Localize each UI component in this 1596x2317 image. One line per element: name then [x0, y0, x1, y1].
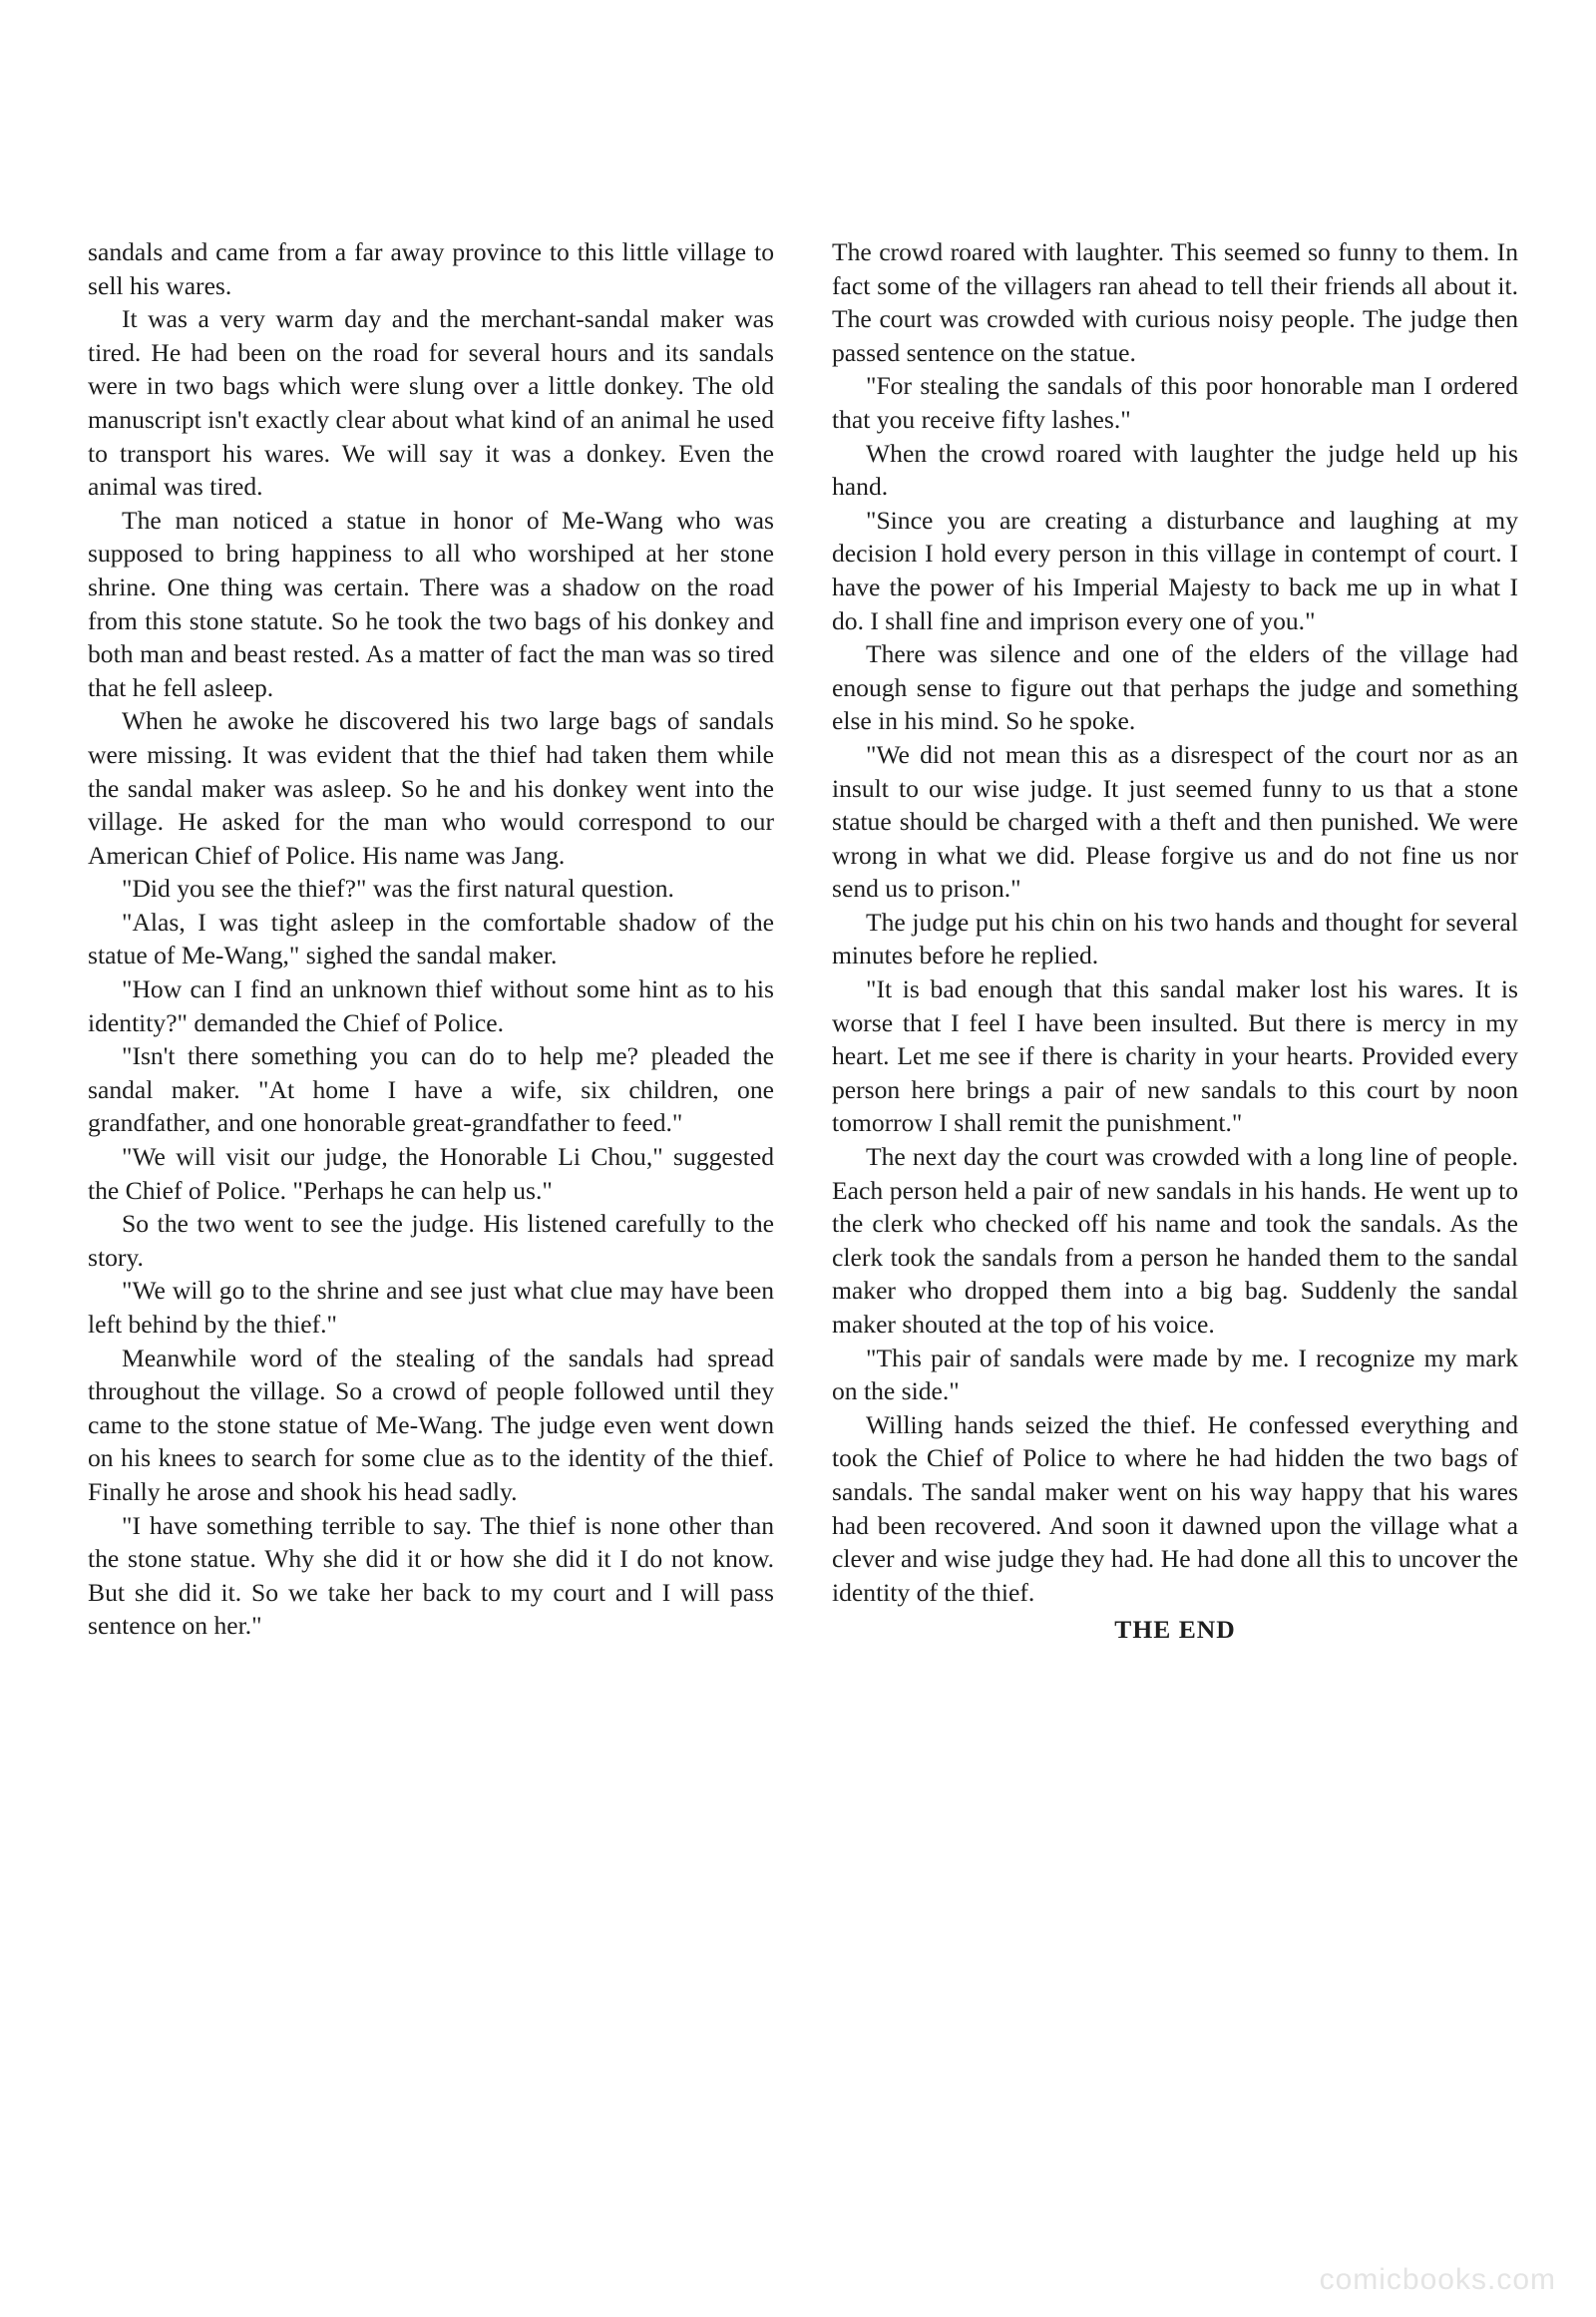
paragraph: The man noticed a statue in honor of Me-Wang who was supposed to bring happiness to all who worshiped at her stone shrine. One thing was certain. There was a shadow on the road from this stone statute. So he took the two bags of his donkey and both man and beast rested. As a matter of fact the man was so tired that he fell asleep. — [88, 505, 774, 702]
paragraph: "Did you see the thief?" was the first natural question. — [122, 874, 674, 904]
the-end-label: THE END — [1114, 1615, 1236, 1645]
paragraph: "It is bad enough that this sandal maker lost his wares. It is worse that I feel I have been insulted. But there is mercy in my heart. Let me see if there is charity in your hearts. Provided every person here brings a pair of new sandals to this court by noon tomorrow I shall remit the punishment." — [832, 974, 1518, 1138]
paragraph: "This pair of sandals were made by me. I recognize my mark on the side." — [832, 1343, 1518, 1406]
paragraph: There was silence and one of the elders of the village had enough sense to figure out that perhaps the judge and something else in his mind. So he spoke. — [832, 639, 1518, 736]
paragraph: sandals and came from a far away province to this little village to sell his wares. — [88, 237, 774, 300]
paragraph: When he awoke he discovered his two large bags of sandals were missing. It was evident that the thief had taken them while the sandal maker was asleep. So he and his donkey went into the village. He asked for the man who would correspond to our American Chief of Police. His name was Jang. — [88, 706, 774, 870]
paragraph: "I have something terrible to say. The thief is none other than the stone statue. Why she did it or how she did it I do not know. But she did it. So we take her back to my court and I will pass sentence on her." — [88, 1510, 774, 1641]
paragraph: The judge put his chin on his two hands and thought for several minutes before he replied. — [832, 907, 1518, 970]
paragraph: "Since you are creating a disturbance and laughing at my decision I hold every person in this village in contempt of court. I have the power of his Imperial Majesty to back me up in what I do. I shall fine and imprison every one of you." — [832, 505, 1518, 635]
right-column — [832, 235, 1518, 1647]
paragraph: "We will visit our judge, the Honorable Li Chou," suggested the Chief of Police. "Perhaps he can help us." — [88, 1142, 774, 1205]
paragraph: Willing hands seized the thief. He confessed everything and took the Chief of Police to where he had hidden the two bags of sandals. The sandal maker went on his way happy that his wares had been recovered. And soon it dawned upon the village what a clever and wise judge they had. He had done all this to uncover the identity of the thief. — [832, 1409, 1518, 1607]
paragraph: Meanwhile word of the stealing of the sandals had spread throughout the village. So a crowd of people followed until they came to the stone statue of Me-Wang. The judge even went down on his knees to search for some clue as to the identity of the thief. Finally he arose and shook his head sadly. — [88, 1343, 774, 1506]
paragraph: It was a very warm day and the merchant-sandal maker was tired. He had been on the road for several hours and its sandals were in two bags which were slung over a little donkey. The old manuscript isn't exactly clear about what kind of an animal he used to transport his wares. We will say it was a donkey. Even the animal was tired. — [88, 304, 774, 502]
paragraph: When the crowd roared with laughter the judge held up his hand. — [832, 438, 1518, 502]
paragraph: "We did not mean this as a disrespect of the court nor as an insult to our wise judge. It just seemed funny to us that a stone statue should be charged with a theft and then punished. We were wrong in what we did. Please forgive us and do not fine us nor send us to prison." — [832, 739, 1518, 904]
paragraph: The next day the court was crowded with a long line of people. Each person held a pair of new sandals in his hands. He went up to the clerk who checked off his name and took the sandals. As the clerk took the sandals from a person he handed them to the sandal maker who dropped them into a big bag. Suddenly the sandal maker shouted at the top of his voice. — [832, 1142, 1518, 1339]
paragraph: "How can I find an unknown thief without some hint as to his identity?" demanded the Chief of Police. — [88, 974, 774, 1037]
watermark: comicbooks.com — [1319, 2263, 1556, 2296]
paragraph: "Alas, I was tight asleep in the comfortable shadow of the statue of Me-Wang," sighed the sandal maker. — [88, 907, 774, 970]
paragraph: "For stealing the sandals of this poor honorable man I ordered that you receive fifty lashes." — [832, 371, 1518, 434]
paragraph: The crowd roared with laughter. This seemed so funny to them. In fact some of the villagers ran ahead to tell their friends all about it. The court was crowded with curious noisy people. The judge then passed sentence on the statue. — [832, 237, 1518, 367]
paragraph: "We will go to the shrine and see just what clue may have been left behind by the thief." — [88, 1276, 774, 1339]
paragraph: "Isn't there something you can do to help me? pleaded the sandal maker. "At home I have a wife, six children, one grandfather, and one honorable great-grandfather to feed." — [88, 1041, 774, 1138]
left-column — [88, 235, 774, 1643]
paragraph: So the two went to see the judge. His listened carefully to the story. — [88, 1209, 774, 1272]
